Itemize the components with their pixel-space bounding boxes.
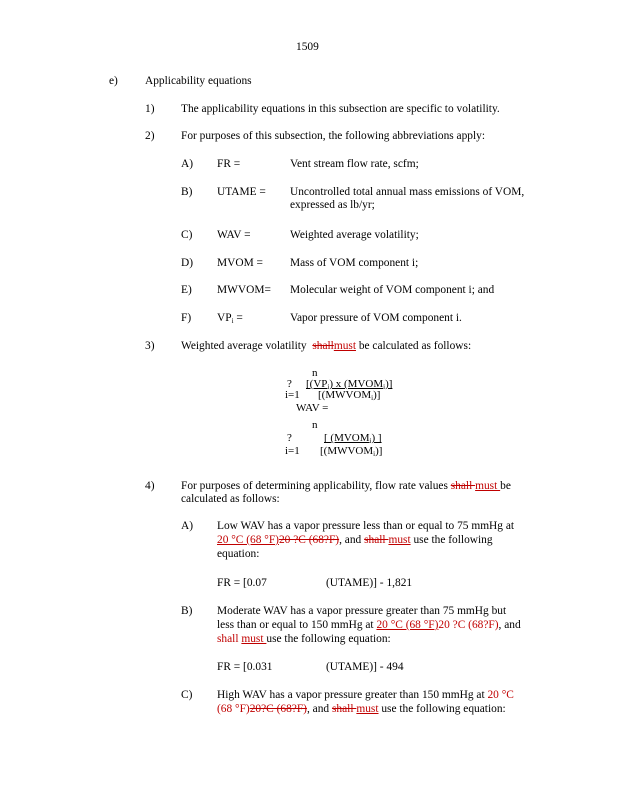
sum-upper-limit: n (312, 419, 318, 431)
item-text: Weighted average volatility shallmust be calculated as follows: (181, 340, 472, 352)
page-number: 1509 (296, 41, 319, 53)
sub-letter: B) (181, 605, 193, 617)
sum-index: i=1 (285, 389, 300, 401)
sub-text: less than or equal to 150 mmHg at 20 °C (68 °F)20 ?C (68?F), and (217, 619, 521, 631)
item-number: 2) (145, 130, 155, 142)
formula-left: FR = [0.031 (217, 661, 273, 673)
def-term: UTAME = (217, 186, 266, 198)
def-letter: D) (181, 257, 194, 269)
sub-text: equation: (217, 548, 260, 560)
formula-right: (UTAME)] - 1,821 (326, 577, 413, 589)
sub-text: Moderate WAV has a vapor pressure greater than 75 mmHg but (217, 605, 507, 617)
denominator-expression: $[(MWVOM_i)]$ (318, 389, 381, 402)
sum-upper-limit: n (312, 367, 318, 379)
def-letter: E) (181, 284, 192, 296)
sum-index: i=1 (285, 445, 300, 457)
def-term: WAV = (217, 229, 251, 241)
item-number: 1) (145, 103, 155, 115)
sub-text: (68 °F)20?C (68?F), and shall must use the following equation: (217, 703, 506, 715)
denominator-expression: $[(MWVOM_i)]$ (320, 445, 383, 458)
section-marker: e) (109, 75, 118, 87)
item-text: The applicability equations in this subsection are specific to volatility. (181, 103, 500, 115)
def-desc: Mass of VOM component i; (290, 257, 419, 269)
def-desc: Molecular weight of VOM component i; and (290, 284, 495, 296)
formula-left: FR = [0.07 (217, 577, 267, 589)
sub-text: shall must use the following equation: (217, 633, 391, 645)
numerator-expression: [ $(MVOM_i)$ ] (324, 432, 382, 445)
def-term: MWVOM= (217, 284, 271, 296)
item-text: calculated as follows: (181, 493, 280, 505)
def-desc: Vent stream flow rate, scfm; (290, 158, 419, 170)
def-letter: F) (181, 312, 192, 324)
numerator-expression: [$(VP_i)$ x $(MVOM_i)$] (306, 378, 393, 391)
def-letter: A) (181, 158, 194, 170)
sum-symbol: ? (287, 432, 292, 444)
item-text: For purposes of this subsection, the following abbreviations apply: (181, 130, 486, 142)
sub-letter: A) (181, 520, 194, 532)
def-desc: Uncontrolled total annual mass emissions of VOM, (290, 186, 525, 198)
item-number: 4) (145, 480, 155, 492)
sub-text: High WAV has a vapor pressure greater than 150 mmHg at 20 °C (217, 689, 514, 701)
def-desc: Weighted average volatility; (290, 229, 419, 241)
sub-text: Low WAV has a vapor pressure less than or equal to 75 mmHg at (217, 520, 515, 532)
item-number: 3) (145, 340, 155, 352)
def-desc: Vapor pressure of VOM component i. (290, 312, 462, 324)
def-term: $VP_i$ = (217, 312, 243, 325)
def-term: FR = (217, 158, 241, 170)
item-text: For purposes of determining applicability, flow rate values shall must be (181, 480, 511, 492)
sum-symbol: ? (287, 378, 292, 390)
def-letter: B) (181, 186, 193, 198)
def-letter: C) (181, 229, 193, 241)
section-title: Applicability equations (145, 75, 252, 87)
def-desc: expressed as lb/yr; (290, 199, 375, 211)
equation-lhs: WAV = (296, 402, 329, 414)
def-term: MVOM = (217, 257, 263, 269)
formula-right: (UTAME)] - 494 (326, 661, 404, 673)
sub-text: 20 °C (68 °F)20 ?C (68?F), and shall must use the following (217, 534, 493, 546)
sub-letter: C) (181, 689, 193, 701)
